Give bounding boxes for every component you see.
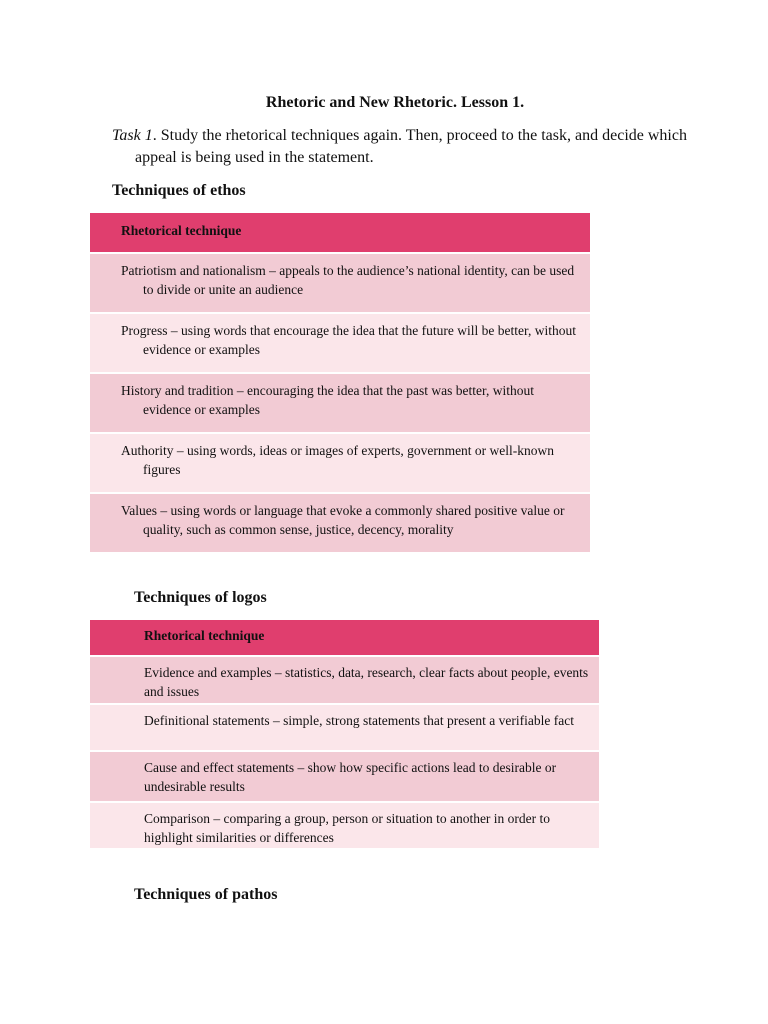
- table-row: [90, 254, 590, 314]
- table-row: [90, 494, 590, 554]
- table-header-label: Rhetorical technique: [121, 223, 242, 238]
- table-ethos: [90, 213, 590, 554]
- table-row: [90, 374, 590, 434]
- task-instruction: [112, 125, 695, 169]
- table-row: [90, 657, 599, 705]
- task-text: . Study the rhetorical techniques again. Then, proceed to the task, and decide which appeal is being used in the statement.: [135, 127, 687, 166]
- table-logos: [90, 620, 599, 850]
- table-row: [90, 752, 599, 803]
- table-row: [90, 434, 590, 494]
- row-text: Patriotism and nationalism – appeals to the audience’s national identity, can be used to divide or unite an audience: [121, 263, 575, 297]
- row-text: History and tradition – encouraging the idea that the past was better, without evidence or examples: [121, 383, 534, 417]
- table-row: [90, 705, 599, 752]
- heading-pathos: Techniques of pathos: [134, 886, 278, 903]
- row-text: Definitional statements – simple, strong statements that present a verifiable fact: [144, 713, 574, 728]
- row-text: Cause and effect statements – show how specific actions lead to desirable or undesirable results: [144, 760, 557, 794]
- row-text: Progress – using words that encourage the idea that the future will be better, without evidence or examples: [121, 323, 576, 357]
- row-text: Evidence and examples – statistics, data, research, clear facts about people, events and issues: [144, 665, 589, 699]
- task-label: Task 1: [112, 127, 153, 144]
- table-header: [90, 620, 599, 657]
- table-row: [90, 803, 599, 850]
- page-title: Rhetoric and New Rhetoric. Lesson 1.: [265, 94, 525, 111]
- table-row: [90, 314, 590, 374]
- row-text: Authority – using words, ideas or images of experts, government or well-known figures: [121, 443, 555, 477]
- table-header: [90, 213, 590, 254]
- heading-logos: Techniques of logos: [134, 589, 267, 606]
- table-header-label: Rhetorical technique: [144, 628, 265, 643]
- heading-ethos: Techniques of ethos: [112, 182, 246, 199]
- row-text: Comparison – comparing a group, person or situation to another in order to highlight similarities or differences: [144, 811, 551, 845]
- row-text: Values – using words or language that evoke a commonly shared positive value or quality, such as common sense, justice, decency, morality: [121, 503, 565, 537]
